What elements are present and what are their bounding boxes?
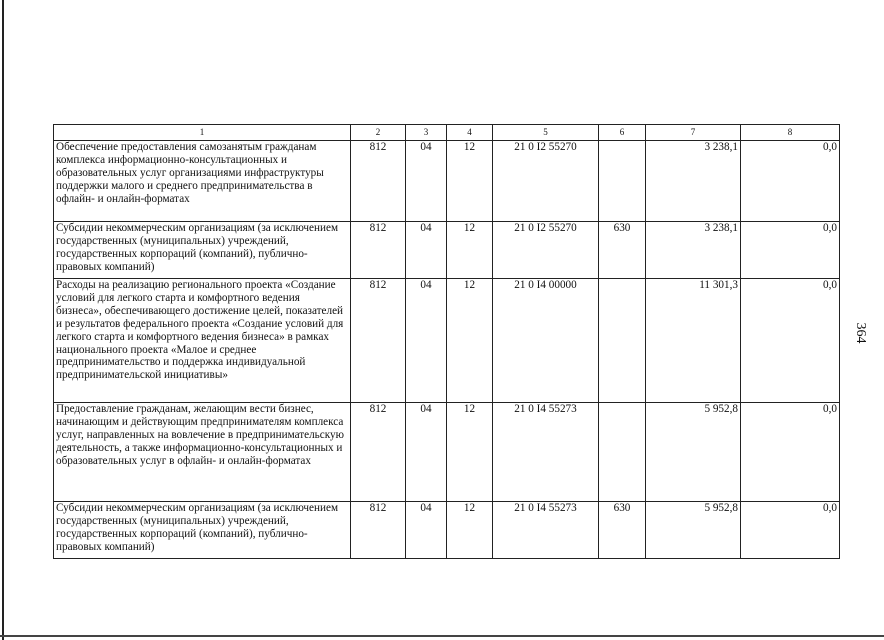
expense-name: Обеспечение предоставления самозанятым гражданам комплекса информационно-консультационных и образовательных услуг организациями инфраструктуры поддержки малого и среднего предпринимательства в офлайн- и онлайн-форматах (54, 141, 351, 222)
subsection-code: 12 (447, 403, 493, 502)
amount: 11 301,3 (646, 279, 741, 403)
table-row (54, 502, 840, 559)
amount: 5 952,8 (646, 403, 741, 502)
ministry-code: 812 (351, 141, 406, 222)
subsection-code: 12 (447, 279, 493, 403)
target-code: 21 0 I4 00000 (493, 279, 599, 403)
expense-name: Субсидии некоммерческим организациям (за исключением государственных (муниципальных) учреждений, государственных корпораций (компаний), публично-правовых компаний) (54, 502, 351, 559)
ministry-code: 812 (351, 222, 406, 279)
table-row (54, 403, 840, 502)
target-code: 21 0 I2 55270 (493, 222, 599, 279)
ministry-code: 812 (351, 502, 406, 559)
expense-type-code (599, 279, 646, 403)
page-number: 364 (853, 322, 868, 344)
expense-type-code: 630 (599, 502, 646, 559)
table-row (54, 222, 840, 279)
subsection-code: 12 (447, 141, 493, 222)
expense-type-code (599, 141, 646, 222)
target-code: 21 0 I2 55270 (493, 141, 599, 222)
column-number: 8 (741, 125, 840, 141)
table-row (54, 279, 840, 403)
section-code: 04 (406, 141, 447, 222)
scan-edge-left (2, 0, 4, 640)
column-number: 5 (493, 125, 599, 141)
column-number-row (54, 125, 840, 141)
expense-name: Расходы на реализацию регионального проекта «Создание условий для легкого старта и комфортного ведения бизнеса», обеспечивающего достижение целей, показателей и результатов федерального проекта «Создание условий для легкого старта и комфортного ведения бизнеса» в рамках национального проекта «Малое и среднее предпринимательство и поддержка индивидуальной предпринимательской инициативы» (54, 279, 351, 403)
section-code: 04 (406, 502, 447, 559)
column-number: 2 (351, 125, 406, 141)
amount: 5 952,8 (646, 502, 741, 559)
amount-second: 0,0 (741, 279, 840, 403)
expense-type-code (599, 403, 646, 502)
section-code: 04 (406, 222, 447, 279)
ministry-code: 812 (351, 279, 406, 403)
expense-name: Субсидии некоммерческим организациям (за исключением государственных (муниципальных) учреждений, государственных корпораций (компаний), публично-правовых компаний) (54, 222, 351, 279)
target-code: 21 0 I4 55273 (493, 502, 599, 559)
scan-edge-bottom (0, 635, 884, 637)
amount-second: 0,0 (741, 141, 840, 222)
amount-second: 0,0 (741, 222, 840, 279)
column-number: 6 (599, 125, 646, 141)
expense-name: Предоставление гражданам, желающим вести бизнес, начинающим и действующим предпринимателям комплекса услуг, направленных на вовлечение в предпринимательскую деятельность, а также информационно-консультационных и образовательных услуг в офлайн- и онлайн-форматах (54, 403, 351, 502)
budget-table (53, 124, 840, 559)
ministry-code: 812 (351, 403, 406, 502)
column-number: 4 (447, 125, 493, 141)
section-code: 04 (406, 279, 447, 403)
amount-second: 0,0 (741, 502, 840, 559)
expense-type-code: 630 (599, 222, 646, 279)
amount: 3 238,1 (646, 141, 741, 222)
column-number: 3 (406, 125, 447, 141)
target-code: 21 0 I4 55273 (493, 403, 599, 502)
column-number: 1 (54, 125, 351, 141)
column-number: 7 (646, 125, 741, 141)
amount-second: 0,0 (741, 403, 840, 502)
amount: 3 238,1 (646, 222, 741, 279)
table-row (54, 141, 840, 222)
section-code: 04 (406, 403, 447, 502)
subsection-code: 12 (447, 222, 493, 279)
subsection-code: 12 (447, 502, 493, 559)
